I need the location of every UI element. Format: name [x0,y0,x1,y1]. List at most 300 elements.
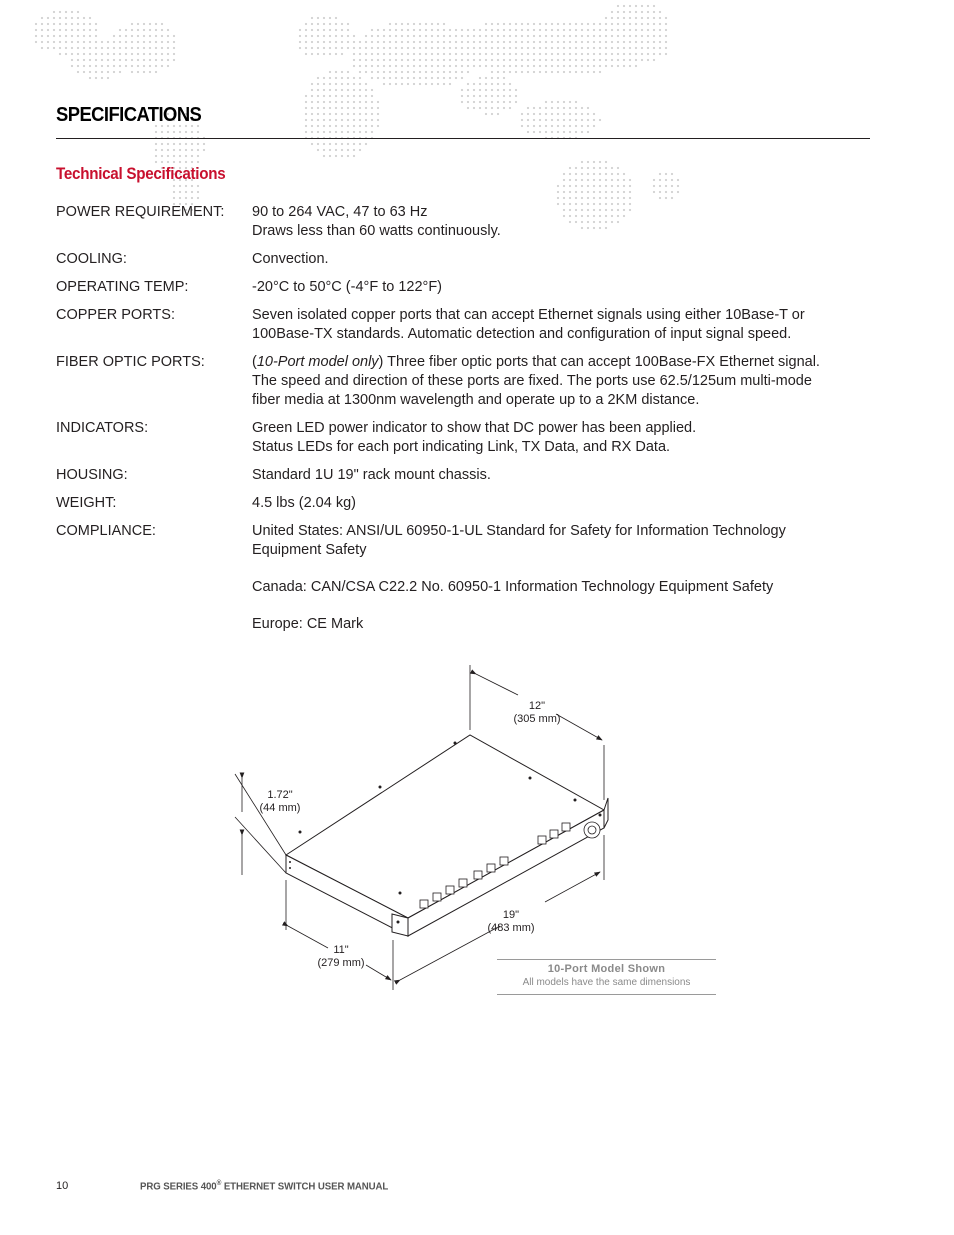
map-dot [353,149,355,151]
map-dot [371,131,373,133]
map-dot [305,47,307,49]
map-dot [323,113,325,115]
map-dot [485,23,487,25]
map-dot [143,71,145,73]
model-note: 10-Port model only [256,354,379,370]
map-dot [665,23,667,25]
map-dot [71,17,73,19]
map-dot [419,29,421,31]
map-dot [413,71,415,73]
spec-value-line: The speed and direction of these ports are fixed. The ports use 62.5/125um multi-mode [252,373,812,389]
map-dot [431,77,433,79]
map-dot [329,53,331,55]
map-dot [575,125,577,127]
width-dimension-label [474,909,548,935]
map-dot [335,29,337,31]
map-dot [665,185,667,187]
map-dot [467,47,469,49]
map-dot [197,155,199,157]
map-dot [401,65,403,67]
map-dot [59,23,61,25]
map-dot [137,29,139,31]
map-dot [473,95,475,97]
map-dot [371,71,373,73]
map-dot [443,23,445,25]
map-dot [419,65,421,67]
map-dot [491,29,493,31]
map-dot [299,29,301,31]
spec-row-cooling [56,250,876,269]
map-dot [131,53,133,55]
map-dot [503,53,505,55]
map-dot [401,53,403,55]
map-dot [479,83,481,85]
map-dot [605,185,607,187]
map-dot [401,29,403,31]
map-dot [359,95,361,97]
map-dot [395,65,397,67]
map-dot [353,41,355,43]
map-dot [77,17,79,19]
map-dot [461,35,463,37]
map-dot [413,35,415,37]
map-dot [317,29,319,31]
map-dot [329,131,331,133]
dimension-inches: 1.72" [267,789,293,801]
map-dot [359,59,361,61]
map-dot [623,197,625,199]
map-dot [515,65,517,67]
map-dot [407,59,409,61]
map-dot [389,35,391,37]
map-dot [161,41,163,43]
map-dot [521,41,523,43]
map-dot [503,83,505,85]
map-dot [341,113,343,115]
map-dot [659,11,661,13]
map-dot [491,65,493,67]
map-dot [119,35,121,37]
map-dot [149,41,151,43]
map-dot [467,65,469,67]
dimension-mm: (305 mm) [513,713,561,725]
map-dot [77,41,79,43]
map-dot [83,59,85,61]
map-dot [311,47,313,49]
map-dot [665,197,667,199]
map-dot [83,71,85,73]
map-dot [551,131,553,133]
map-dot [173,47,175,49]
map-dot [509,53,511,55]
map-dot [389,23,391,25]
map-dot [377,47,379,49]
map-dot [125,41,127,43]
map-dot [137,35,139,37]
map-dot [617,59,619,61]
map-dot [473,47,475,49]
spec-value-line: Status LEDs for each port indicating Link, TX Data, and RX Data. [252,439,671,455]
map-dot [641,5,643,7]
map-dot [311,23,313,25]
map-dot [551,119,553,121]
map-dot [503,65,505,67]
map-dot [35,29,37,31]
map-dot [521,23,523,25]
map-dot [623,41,625,43]
map-dot [353,83,355,85]
map-dot [65,29,67,31]
dimension-mm: (483 mm) [487,922,535,934]
map-dot [653,53,655,55]
map-dot [605,23,607,25]
map-dot [593,185,595,187]
map-dot [167,155,169,157]
map-dot [581,197,583,199]
map-dot [341,149,343,151]
map-dot [503,59,505,61]
map-dot [539,113,541,115]
map-dot [587,107,589,109]
map-dot [617,5,619,7]
map-dot [77,29,79,31]
map-dot [341,119,343,121]
map-dot [593,53,595,55]
map-dot [581,53,583,55]
map-dot [395,29,397,31]
map-dot [569,113,571,115]
map-dot [509,41,511,43]
map-dot [401,83,403,85]
map-dot [479,89,481,91]
spec-value-line: United States: ANSI/UL 60950-1-UL Standard for Safety for Information Technology [252,523,786,539]
map-dot [515,47,517,49]
map-dot [659,17,661,19]
map-dot [569,119,571,121]
map-dot [581,23,583,25]
map-dot [563,107,565,109]
map-dot [317,35,319,37]
map-dot [623,185,625,187]
map-dot [329,77,331,79]
height-dimension-label [248,789,312,815]
map-dot [647,5,649,7]
map-dot [167,53,169,55]
map-dot [629,191,631,193]
map-dot [479,77,481,79]
spec-row-copper-ports [56,306,876,344]
map-dot [491,113,493,115]
map-dot [587,179,589,181]
map-dot [647,29,649,31]
map-dot [347,29,349,31]
map-dot [479,41,481,43]
map-dot [347,71,349,73]
map-dot [611,53,613,55]
map-dot [497,65,499,67]
map-dot [101,53,103,55]
map-dot [353,77,355,79]
map-dot [491,41,493,43]
map-dot [533,29,535,31]
map-dot [161,65,163,67]
map-dot [515,53,517,55]
map-dot [347,113,349,115]
map-dot [521,53,523,55]
map-dot [377,125,379,127]
map-dot [485,107,487,109]
map-dot [593,29,595,31]
map-dot [197,197,199,199]
map-dot [161,161,163,163]
map-dot [173,143,175,145]
map-dot [311,89,313,91]
map-dot [659,197,661,199]
map-dot [389,41,391,43]
map-dot [347,107,349,109]
map-dot [125,65,127,67]
map-dot [173,59,175,61]
map-dot [155,47,157,49]
title-divider [56,138,870,139]
map-dot [569,185,571,187]
map-dot [407,47,409,49]
map-dot [527,107,529,109]
map-dot [539,71,541,73]
map-dot [335,53,337,55]
map-dot [575,119,577,121]
map-dot [665,29,667,31]
map-dot [611,29,613,31]
map-dot [497,95,499,97]
map-dot [617,11,619,13]
map-dot [503,101,505,103]
map-dot [587,65,589,67]
map-dot [167,131,169,133]
map-dot [575,191,577,193]
map-dot [311,101,313,103]
map-dot [581,191,583,193]
map-dot [383,83,385,85]
map-dot [371,41,373,43]
map-dot [593,167,595,169]
map-dot [359,143,361,145]
map-dot [539,47,541,49]
map-dot [311,53,313,55]
map-dot [353,101,355,103]
map-dot [569,35,571,37]
map-dot [557,119,559,121]
map-dot [455,53,457,55]
map-dot [53,29,55,31]
map-dot [623,23,625,25]
map-dot [575,107,577,109]
map-dot [47,29,49,31]
map-dot [311,35,313,37]
spec-value-line [252,353,876,372]
map-dot [563,23,565,25]
map-dot [563,53,565,55]
map-dot [143,53,145,55]
map-dot [53,41,55,43]
map-dot [443,83,445,85]
map-dot [323,125,325,127]
map-dot [629,59,631,61]
map-dot [353,119,355,121]
map-dot [551,125,553,127]
map-dot [437,71,439,73]
map-dot [665,35,667,37]
map-dot [473,65,475,67]
map-dot [173,191,175,193]
map-dot [485,53,487,55]
map-dot [155,23,157,25]
map-dot [515,59,517,61]
map-dot [539,125,541,127]
map-dot [587,161,589,163]
map-dot [533,53,535,55]
map-dot [635,23,637,25]
map-dot [431,47,433,49]
caption-title: 10-Port Model Shown [547,963,666,975]
map-dot [431,71,433,73]
map-dot [575,173,577,175]
map-dot [503,29,505,31]
map-dot [665,47,667,49]
map-dot [311,119,313,121]
map-dot [185,197,187,199]
map-dot [545,29,547,31]
map-dot [449,47,451,49]
map-dot [491,77,493,79]
map-dot [359,53,361,55]
map-dot [659,41,661,43]
map-dot [443,59,445,61]
map-dot [533,131,535,133]
map-dot [191,191,193,193]
map-dot [437,23,439,25]
map-dot [545,119,547,121]
map-dot [611,185,613,187]
map-dot [497,47,499,49]
map-dot [605,35,607,37]
map-dot [539,53,541,55]
map-dot [323,17,325,19]
map-dot [71,35,73,37]
map-dot [413,53,415,55]
map-dot [671,179,673,181]
map-dot [335,143,337,145]
map-dot [665,53,667,55]
map-dot [449,77,451,79]
map-dot [599,173,601,175]
map-dot [593,119,595,121]
map-dot [407,71,409,73]
map-dot [377,41,379,43]
map-dot [437,35,439,37]
map-dot [617,65,619,67]
map-dot [485,47,487,49]
map-dot [383,59,385,61]
map-dot [485,101,487,103]
map-dot [179,197,181,199]
map-dot [311,107,313,109]
map-dot [359,71,361,73]
map-dot [329,41,331,43]
map-dot [461,29,463,31]
map-dot [149,23,151,25]
map-dot [617,53,619,55]
map-dot [119,47,121,49]
map-dot [191,143,193,145]
map-dot [491,53,493,55]
map-dot [485,89,487,91]
map-dot [389,59,391,61]
map-dot [659,23,661,25]
map-dot [311,95,313,97]
map-dot [587,131,589,133]
map-dot [311,83,313,85]
map-dot [371,59,373,61]
map-dot [365,101,367,103]
map-dot [335,89,337,91]
map-dot [59,29,61,31]
map-dot [323,131,325,133]
map-dot [353,113,355,115]
map-dot [461,59,463,61]
map-dot [503,41,505,43]
registered-mark: ® [216,1180,222,1187]
map-dot [311,131,313,133]
map-dot [527,113,529,115]
map-dot [677,185,679,187]
map-dot [503,35,505,37]
map-dot [575,101,577,103]
map-dot [305,125,307,127]
map-dot [365,131,367,133]
map-dot [335,119,337,121]
map-dot [677,191,679,193]
map-dot [659,35,661,37]
map-dot [497,29,499,31]
map-dot [509,71,511,73]
map-dot [605,167,607,169]
map-dot [617,191,619,193]
map-dot [95,65,97,67]
map-dot [173,197,175,199]
map-dot [347,125,349,127]
map-dot [563,197,565,199]
map-dot [641,35,643,37]
map-dot [455,47,457,49]
map-dot [311,125,313,127]
map-dot [179,143,181,145]
map-dot [125,29,127,31]
map-dot [557,101,559,103]
map-dot [593,41,595,43]
map-dot [305,119,307,121]
map-dot [449,65,451,67]
map-dot [557,185,559,187]
map-dot [149,53,151,55]
map-dot [161,35,163,37]
map-dot [569,59,571,61]
map-dot [557,107,559,109]
spec-value-line: Europe: CE Mark [252,616,364,632]
map-dot [533,59,535,61]
map-dot [95,77,97,79]
spec-list [56,203,876,643]
